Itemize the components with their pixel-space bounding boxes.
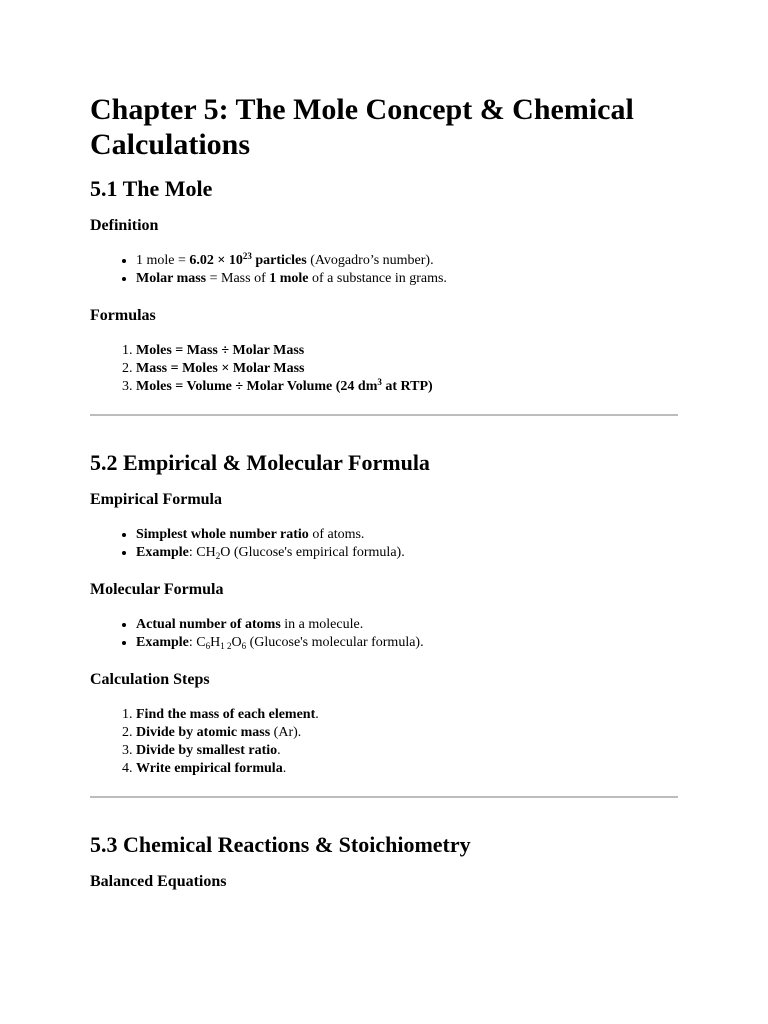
list-item: • Simplest whole number ratio of atoms. <box>136 526 678 544</box>
list-item: 1. Moles = Mass ÷ Molar Mass <box>136 342 678 360</box>
subheading-empirical: Empirical Formula <box>90 491 222 508</box>
subheading-balanced-equations: Balanced Equations <box>90 873 227 890</box>
chapter-title: Chapter 5: The Mole Concept & Chemical Calculations <box>90 93 634 161</box>
list-item: • Molar mass = Mass of 1 mole of a substance in grams. <box>136 270 678 288</box>
list-item: • Example: $CH_2O$ (Glucose's empirical formula). <box>136 544 678 562</box>
subheading-calculation-steps: Calculation Steps <box>90 671 210 688</box>
subheading-definition: Definition <box>90 217 159 234</box>
empirical-list <box>90 526 678 562</box>
section-heading-reactions: 5.3 Chemical Reactions & Stoichiometry <box>90 832 471 857</box>
subheading-formulas: Formulas <box>90 307 156 324</box>
list-item: 2. Mass = Moles × Molar Mass <box>136 360 678 378</box>
list-item: • 1 mole = $6.02 \times 10^{23}$ particles (Avogadro’s number). <box>136 252 678 270</box>
definition-list <box>90 252 678 288</box>
calculation-steps-list <box>90 706 678 778</box>
list-item: 2. Divide by atomic mass (Ar). <box>136 724 678 742</box>
molecular-list <box>90 616 678 652</box>
subheading-molecular: Molecular Formula <box>90 581 224 598</box>
list-item: • Example: $C_6H_{1 2}O_6$ (Glucose's molecular formula). <box>136 634 678 652</box>
section-heading-mole: 5.1 The Mole <box>90 176 213 201</box>
list-item: 1. Find the mass of each element. <box>136 706 678 724</box>
section-divider <box>90 414 678 416</box>
list-item: 4. Write empirical formula. <box>136 760 678 778</box>
list-item: 3. Moles = Volume ÷ Molar Volume (24 $dm^3$ at RTP) <box>136 378 678 396</box>
section-divider <box>90 796 678 798</box>
list-item: • Actual number of atoms in a molecule. <box>136 616 678 634</box>
section-heading-formula: 5.2 Empirical & Molecular Formula <box>90 450 430 475</box>
formulas-list <box>90 342 678 396</box>
list-item: 3. Divide by smallest ratio. <box>136 742 678 760</box>
